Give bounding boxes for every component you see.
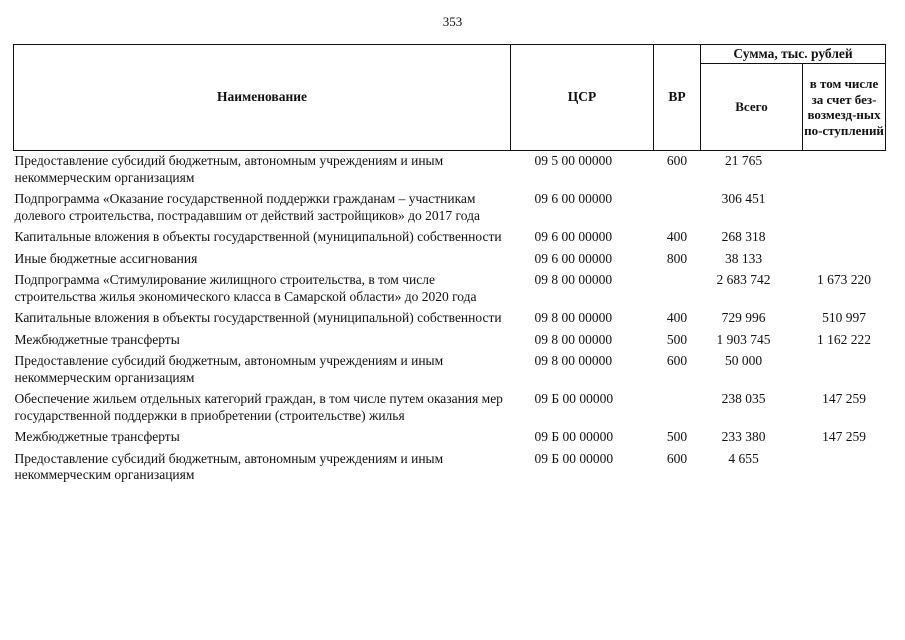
- row-total: 729 996: [721, 310, 766, 325]
- row-free-receipts: [803, 449, 886, 487]
- row-total: 50 000: [724, 353, 763, 368]
- row-name: Капитальные вложения в объекты государственной (муниципальной) собственности: [14, 229, 502, 244]
- header-sum-group: Сумма, тыс. рублей: [701, 45, 886, 64]
- row-csr: 09 6 00 00000: [534, 229, 613, 244]
- header-csr: ЦСР: [511, 45, 654, 151]
- table-row: [14, 351, 886, 389]
- row-name: Иные бюджетные ассигнования: [14, 250, 198, 266]
- row-csr: 09 Б 00 00000: [534, 450, 614, 466]
- row-name: Межбюджетные трансферты: [14, 331, 180, 347]
- table-row: [14, 270, 886, 308]
- budget-table: [13, 44, 886, 487]
- row-name: Обеспечение жильем отдельных категорий граждан, в том числе путем оказания мер государственной поддержки в приобретении (строительстве) жилья: [14, 391, 503, 423]
- row-csr: 09 8 00 00000: [534, 331, 613, 347]
- row-vr: 500: [666, 429, 688, 444]
- row-total: 238 035: [721, 391, 766, 406]
- row-free-receipts: [803, 249, 886, 271]
- row-free-receipts: 147 259: [822, 429, 866, 444]
- row-vr: 600: [666, 450, 688, 466]
- row-free-receipts: [803, 227, 886, 249]
- table-row: [14, 427, 886, 449]
- row-free-receipts: 510 997: [822, 310, 866, 325]
- page-number: 353: [442, 14, 463, 29]
- row-vr: 800: [666, 250, 688, 266]
- row-name: Предоставление субсидий бюджетным, автономным учреждениям и иным некоммерческим организациям: [14, 353, 444, 385]
- table-row: [14, 189, 886, 227]
- header-total: Всего: [701, 64, 803, 151]
- row-csr: 09 6 00 00000: [534, 191, 613, 206]
- row-csr: 09 8 00 00000: [534, 272, 613, 287]
- row-name: Подпрограмма «Стимулирование жилищного строительства, в том числе строительства жилья экономического класса в Самарской области» до 2020 года: [14, 272, 477, 304]
- table-header: [14, 45, 886, 151]
- row-total: 233 380: [721, 429, 766, 444]
- row-vr: 400: [666, 229, 688, 244]
- table-row: [14, 249, 886, 271]
- row-free-receipts: [803, 151, 886, 190]
- row-total: 268 318: [721, 229, 766, 244]
- row-csr: 09 8 00 00000: [534, 310, 613, 325]
- table-row: [14, 227, 886, 249]
- row-name: Капитальные вложения в объекты государственной (муниципальной) собственности: [14, 310, 502, 325]
- row-csr: 09 8 00 00000: [534, 353, 613, 368]
- row-free-receipts: 1 673 220: [817, 272, 871, 287]
- row-total: 38 133: [724, 250, 763, 266]
- row-free-receipts: [803, 189, 886, 227]
- row-name: Подпрограмма «Оказание государственной поддержки гражданам – участникам долевого строительства, пострадавшим от действий застройщиков» до 2017 года: [14, 191, 480, 223]
- header-name: Наименование: [14, 45, 511, 151]
- row-csr: 09 6 00 00000: [534, 250, 613, 266]
- row-vr: 600: [666, 353, 688, 368]
- table-row: [14, 449, 886, 487]
- header-free-receipts: в том числе за счет без-возмезд-ных по-ступлений: [803, 64, 886, 151]
- table-row: [14, 330, 886, 352]
- row-total: 21 765: [724, 153, 763, 168]
- header-vr: ВР: [654, 45, 701, 151]
- row-free-receipts: 1 162 222: [817, 331, 871, 347]
- row-vr: [654, 270, 701, 308]
- row-free-receipts: 147 259: [822, 391, 866, 406]
- row-csr: 09 Б 00 00000: [534, 391, 614, 406]
- row-free-receipts: [803, 351, 886, 389]
- row-vr: [654, 189, 701, 227]
- row-vr: 600: [666, 153, 688, 168]
- row-total: 2 683 742: [716, 272, 771, 287]
- table-body: [14, 151, 886, 487]
- table-row: [14, 151, 886, 190]
- row-name: Предоставление субсидий бюджетным, автономным учреждениям и иным некоммерческим организациям: [14, 450, 444, 482]
- row-vr: 400: [666, 310, 688, 325]
- row-csr: 09 5 00 00000: [534, 153, 613, 168]
- row-vr: 500: [666, 331, 688, 347]
- table-row: [14, 389, 886, 427]
- row-vr: [654, 389, 701, 427]
- row-csr: 09 Б 00 00000: [534, 429, 614, 444]
- table-row: [14, 308, 886, 330]
- row-total: 4 655: [728, 450, 759, 466]
- row-name: Межбюджетные трансферты: [14, 429, 180, 444]
- row-total: 1 903 745: [716, 331, 771, 347]
- row-name: Предоставление субсидий бюджетным, автономным учреждениям и иным некоммерческим организациям: [14, 153, 444, 185]
- row-total: 306 451: [721, 191, 766, 206]
